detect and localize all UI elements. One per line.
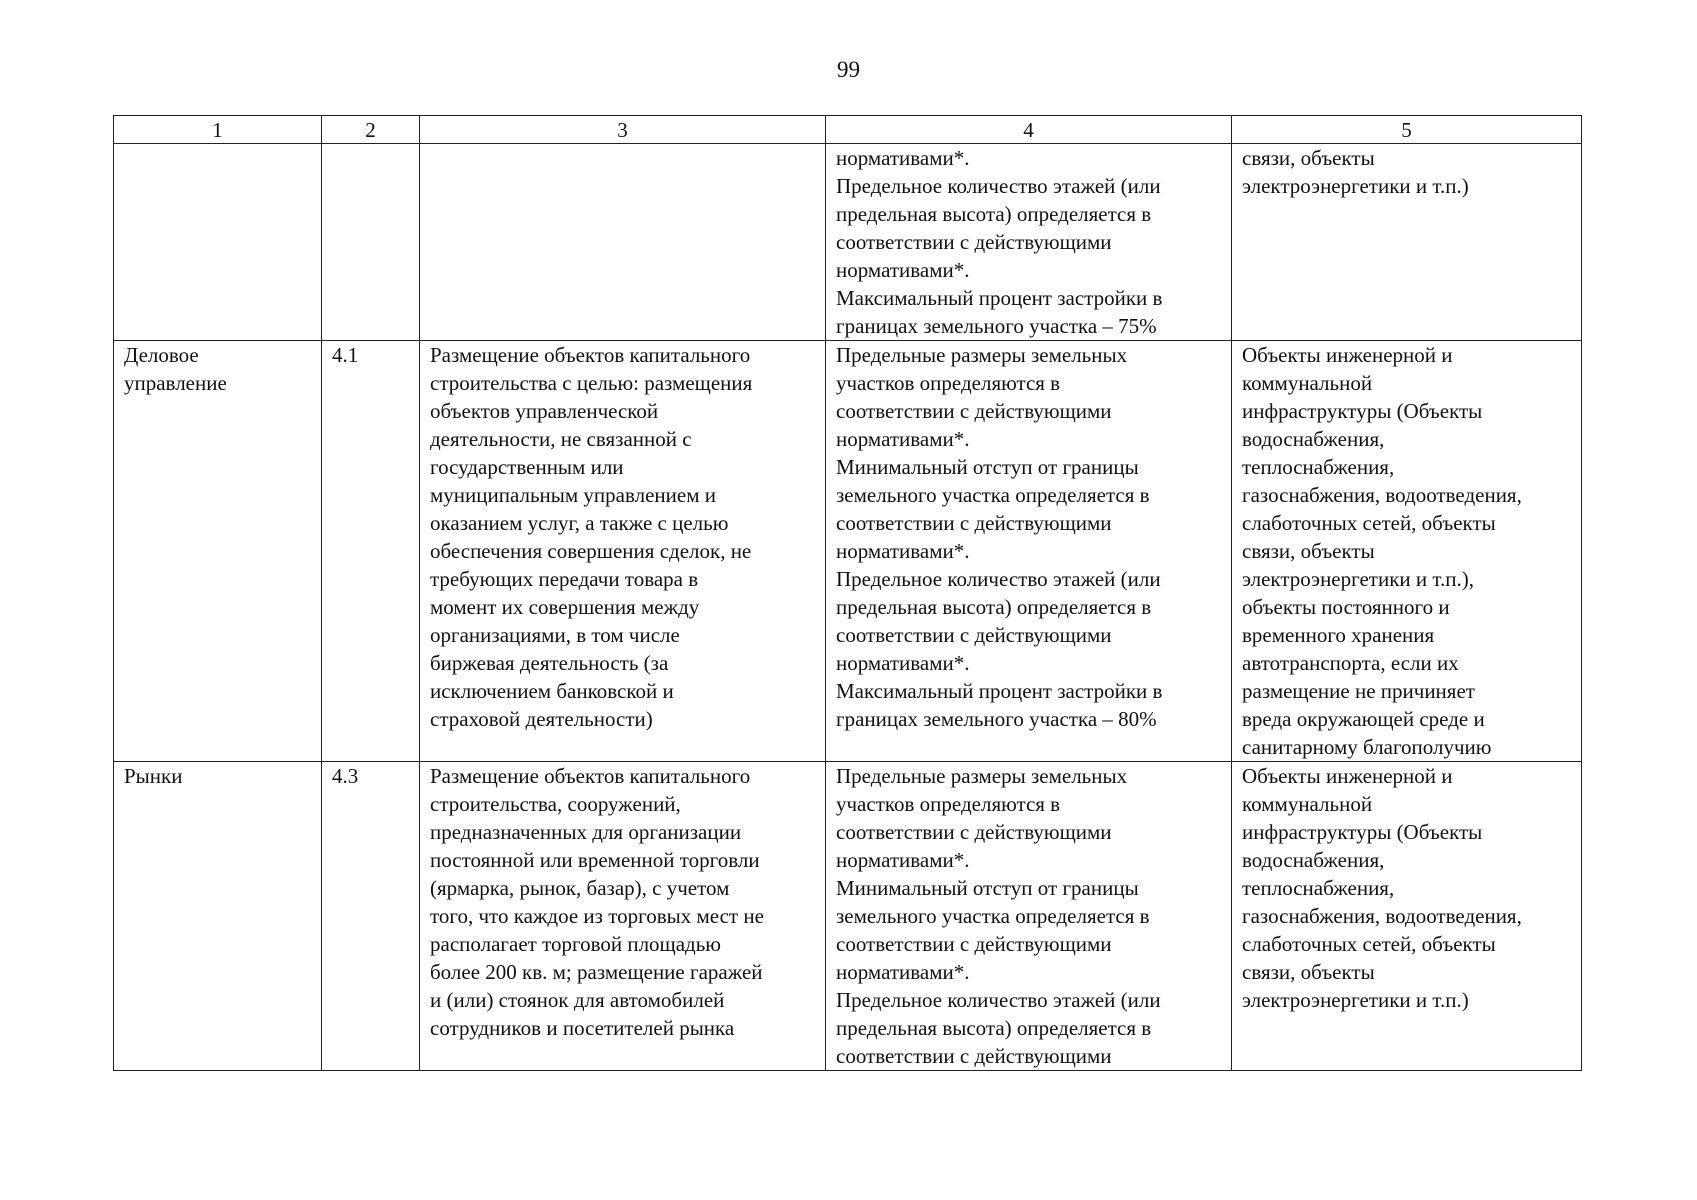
column-header-4: 4 <box>826 116 1232 144</box>
column-header-2: 2 <box>322 116 420 144</box>
parameters-cell: нормативами*. Предельное количество этажей (или предельная высота) определяется в соответствии с действующими нормативами*. Максимальный процент застройки в границах земельного участка – 75% <box>826 144 1232 341</box>
auxiliary-uses-cell: Объекты инженерной и коммунальной инфраструктуры (Объекты водоснабжения, теплоснабжения, газоснабжения, водоотведения, слаботочных сетей, объекты связи, объекты электроэнергетики и т.п.) <box>1232 762 1582 1071</box>
column-header-3: 3 <box>420 116 826 144</box>
use-code-cell: 4.1 <box>322 341 420 762</box>
table-row-markets <box>114 762 1582 1071</box>
table-header-row <box>114 116 1582 144</box>
zoning-table <box>113 115 1582 1071</box>
table-row-continuation <box>114 144 1582 341</box>
parameters-cell: Предельные размеры земельных участков определяются в соответствии с действующими нормативами*. Минимальный отступ от границы земельного участка определяется в соответствии с действующими нормативами*. Предельное количество этажей (или предельная высота) определяется в соответствии с действующими нормативами*. Максимальный процент застройки в границах земельного участка – 80% <box>826 341 1232 762</box>
parameters-cell: Предельные размеры земельных участков определяются в соответствии с действующими нормативами*. Минимальный отступ от границы земельного участка определяется в соответствии с действующими нормативами*. Предельное количество этажей (или предельная высота) определяется в соответствии с действующими <box>826 762 1232 1071</box>
use-code-cell: 4.3 <box>322 762 420 1071</box>
use-name-cell: Деловое управление <box>114 341 322 762</box>
auxiliary-uses-cell: Объекты инженерной и коммунальной инфраструктуры (Объекты водоснабжения, теплоснабжения, газоснабжения, водоотведения, слаботочных сетей, объекты связи, объекты электроэнергетики и т.п.), объекты постоянного и временного хранения автотранспорта, если их размещение не причиняет вреда окружающей среде и санитарному благополучию <box>1232 341 1582 762</box>
use-description-cell: Размещение объектов капитального строительства, сооружений, предназначенных для организации постоянной или временной торговли (ярмарка, рынок, базар), с учетом того, что каждое из торговых мест не располагает торговой площадью более 200 кв. м; размещение гаражей и (или) стоянок для автомобилей сотрудников и посетителей рынка <box>420 762 826 1071</box>
page-number: 99 <box>837 57 860 82</box>
use-name-cell: Рынки <box>114 762 322 1071</box>
table-row-business-management <box>114 341 1582 762</box>
auxiliary-uses-cell: связи, объекты электроэнергетики и т.п.) <box>1232 144 1582 341</box>
use-description-cell: Размещение объектов капитального строительства с целью: размещения объектов управленческой деятельности, не связанной с государственным или муниципальным управлением и оказанием услуг, а также с целью обеспечения совершения сделок, не требующих передачи товара в момент их совершения между организациями, в том числе биржевая деятельность (за исключением банковской и страховой деятельности) <box>420 341 826 762</box>
use-description-cell <box>420 144 826 341</box>
column-header-5: 5 <box>1232 116 1582 144</box>
use-code-cell <box>322 144 420 341</box>
use-name-cell <box>114 144 322 341</box>
column-header-1: 1 <box>114 116 322 144</box>
